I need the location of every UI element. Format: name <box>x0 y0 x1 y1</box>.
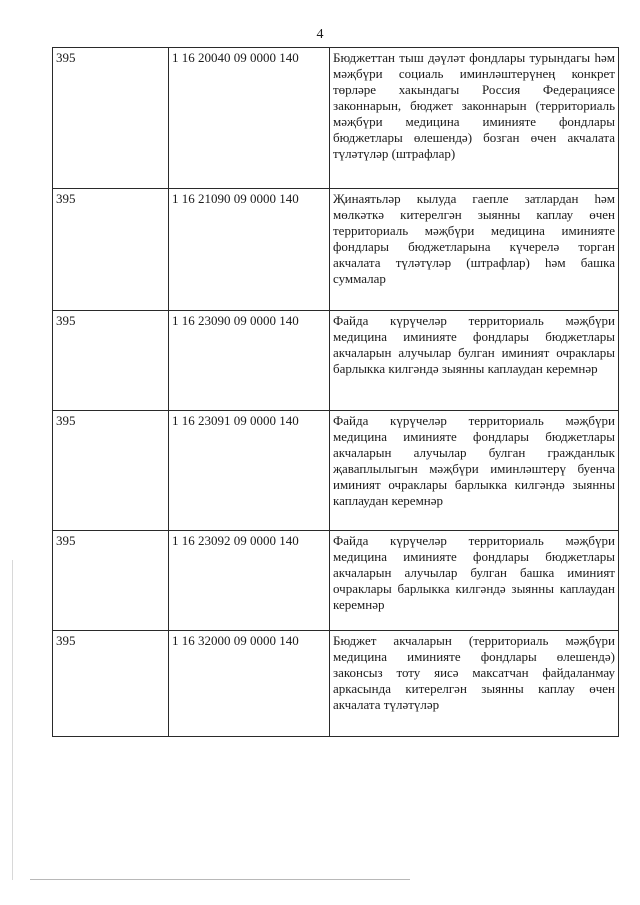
description-cell: Җинаятьләр кылуда гаепле затлардан һәм мөлкәткә китерелгән зыянны каплау өчен территориаль мәҗбүри медицина иминияте фондлары бюджетларына күчерелә торган акчалата түләтүләр (штрафлар) һәм башка суммалар <box>330 189 619 311</box>
scan-edge-line <box>12 560 13 880</box>
budget-code-cell: 1 16 23091 09 0000 140 <box>169 411 330 531</box>
budget-code-cell: 1 16 32000 09 0000 140 <box>169 631 330 737</box>
table-row <box>53 411 619 531</box>
table-row <box>53 189 619 311</box>
table-row <box>53 531 619 631</box>
admin-code-cell: 395 <box>53 311 169 411</box>
table-row <box>53 311 619 411</box>
budget-codes-table <box>52 47 619 737</box>
budget-code-cell: 1 16 21090 09 0000 140 <box>169 189 330 311</box>
admin-code-cell: 395 <box>53 48 169 189</box>
admin-code-cell: 395 <box>53 411 169 531</box>
admin-code-cell: 395 <box>53 631 169 737</box>
budget-code-cell: 1 16 23090 09 0000 140 <box>169 311 330 411</box>
description-cell: Бюджеттан тыш дәүләт фондлары турындагы һәм мәҗбүри социаль иминләштерүнең конкрет төрләре хакындагы Россия Федерациясе законнарын, бюджет законнарын (территориаль мәҗбүри медицина иминияте фондлары бюджетлары өлешендә) бозган өчен акчалата түләтүләр (штрафлар) <box>330 48 619 189</box>
table-row <box>53 631 619 737</box>
budget-code-cell: 1 16 23092 09 0000 140 <box>169 531 330 631</box>
admin-code-cell: 395 <box>53 531 169 631</box>
description-cell: Файда күрүчеләр территориаль мәҗбүри медицина иминияте фондлары бюджетлары акчаларын алучылар булган гражданлык җаваплылыгын мәҗбүри иминләштерү буенча иминият очраклары барлыкка килгәндә зыянны каплаудан керемнәр <box>330 411 619 531</box>
description-cell: Файда күрүчеләр территориаль мәҗбүри медицина иминияте фондлары бюджетлары акчаларын алучылар булган иминият очраклары барлыкка килгәндә зыянны каплаудан керемнәр <box>330 311 619 411</box>
description-cell: Бюджет акчаларын (территориаль мәҗбүри медицина иминияте фондлары өлешендә) законсыз тоту яисә максатчан файдаланмау аркасында китерелгән зыянны каплау өчен акчалата түләтүләр <box>330 631 619 737</box>
table-row <box>53 48 619 189</box>
page-number: 4 <box>316 27 324 42</box>
description-cell: Файда күрүчеләр территориаль мәҗбүри медицина иминияте фондлары бюджетлары акчаларын алучылар булган башка иминият очраклары барлыкка килгәндә зыянны каплаудан керемнәр <box>330 531 619 631</box>
scan-bottom-line <box>30 879 410 880</box>
admin-code-cell: 395 <box>53 189 169 311</box>
budget-code-cell: 1 16 20040 09 0000 140 <box>169 48 330 189</box>
